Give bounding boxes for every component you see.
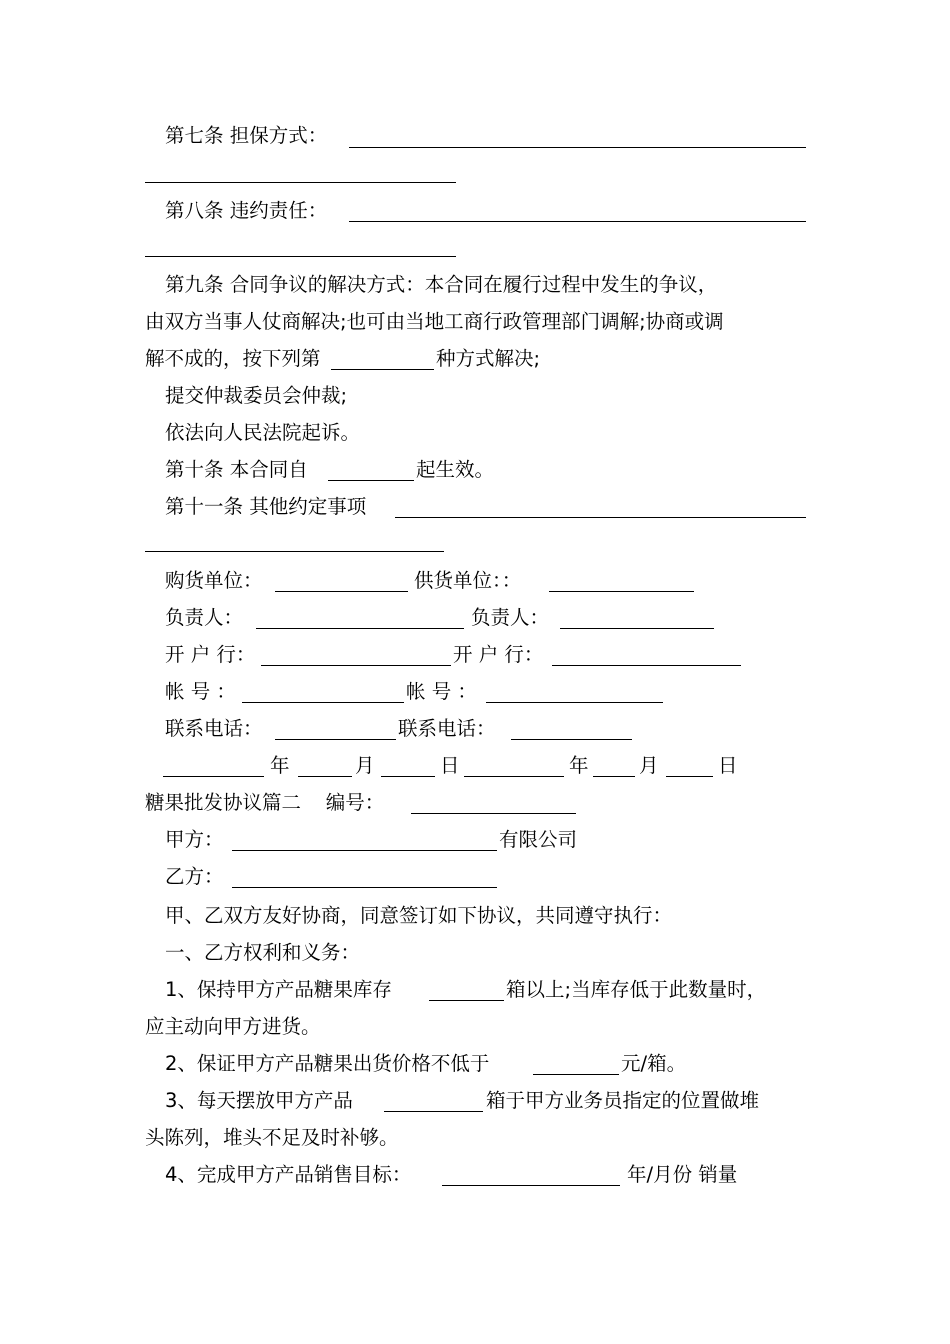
- buyer-day-label: 日: [440, 754, 460, 777]
- supplier-manager-blank: [560, 628, 714, 629]
- party-a-label: 甲方：: [165, 828, 224, 851]
- court-option: 依法向人民法院起诉。: [165, 421, 361, 444]
- supplier-bank-label: 开 户 行：: [453, 643, 544, 666]
- other-terms-blank-continued: [145, 551, 444, 552]
- article-10-label: 第十条 本合同自: [165, 458, 308, 481]
- article-9-line-3a: 解不成的，按下列第: [145, 347, 321, 370]
- supplier-month-label: 月: [639, 754, 659, 777]
- other-terms-blank: [395, 517, 806, 518]
- agreement-2-heading: 糖果批发协议篇二 编号：: [145, 791, 385, 814]
- supplier-day-label: 日: [718, 754, 738, 777]
- clause-3-part-b: 箱于甲方业务员指定的位置做堆: [486, 1089, 760, 1112]
- supplier-account-label: 帐 号 ：: [406, 680, 477, 703]
- supplier-phone-blank: [511, 739, 632, 740]
- article-11-label: 第十一条 其他约定事项: [165, 495, 367, 518]
- clause-2-part-b: 元/箱。: [621, 1052, 687, 1075]
- agreement-intro: 甲、乙双方友好协商，同意签订如下协议，共同遵守执行：: [165, 904, 673, 927]
- article-9-line-1: 第九条 合同争议的解决方式：本合同在履行过程中发生的争议，: [165, 273, 718, 296]
- article-9-line-3b: 种方式解决;: [436, 347, 541, 370]
- supplier-day-blank: [666, 776, 713, 777]
- clause-2-part-a: 2、保证甲方产品糖果出货价格不低于: [165, 1052, 490, 1075]
- party-b-label: 乙方：: [165, 865, 224, 888]
- party-a-blank: [232, 850, 497, 851]
- buyer-day-blank: [381, 776, 435, 777]
- clause-1-line-2: 应主动向甲方进货。: [145, 1015, 321, 1038]
- price-blank: [533, 1074, 619, 1075]
- buyer-year-blank: [163, 776, 264, 777]
- article-10-suffix: 起生效。: [416, 458, 495, 481]
- arbitration-option: 提交仲裁委员会仲裁;: [165, 384, 348, 407]
- guarantee-blank: [349, 147, 806, 148]
- article-7-label: 第七条 担保方式：: [165, 124, 328, 147]
- stock-quantity-blank: [429, 1000, 504, 1001]
- buyer-month-blank: [298, 776, 352, 777]
- party-b-blank: [232, 887, 497, 888]
- display-boxes-blank: [384, 1111, 483, 1112]
- sales-target-blank: [442, 1185, 620, 1186]
- buyer-year-label: 年: [270, 754, 290, 777]
- supplier-year-label: 年: [569, 754, 589, 777]
- clause-3-part-a: 3、每天摆放甲方产品: [165, 1089, 353, 1112]
- buyer-account-blank: [242, 702, 404, 703]
- buyer-label: 购货单位：: [165, 569, 263, 592]
- supplier-bank-blank: [552, 665, 741, 666]
- clause-3-line-2: 头陈列，堆头不足及时补够。: [145, 1126, 399, 1149]
- supplier-label: 供货单位：：: [414, 569, 522, 592]
- buyer-account-label: 帐 号 ：: [165, 680, 236, 703]
- clause-1-part-a: 1、保持甲方产品糖果库存: [165, 978, 392, 1001]
- supplier-month-blank: [593, 776, 635, 777]
- supplier-manager-label: 负责人：: [471, 606, 550, 629]
- article-8-label: 第八条 违约责任：: [165, 199, 328, 222]
- method-number-blank: [331, 369, 434, 370]
- buyer-blank: [275, 591, 408, 592]
- party-a-suffix: 有限公司: [499, 828, 578, 851]
- liability-blank-continued: [145, 256, 456, 257]
- clause-1-part-b: 箱以上;当库存低于此数量时，: [506, 978, 767, 1001]
- supplier-account-blank: [486, 702, 663, 703]
- buyer-manager-label: 负责人：: [165, 606, 244, 629]
- buyer-month-label: 月: [355, 754, 375, 777]
- buyer-phone-label: 联系电话：: [165, 717, 263, 740]
- clause-4-part-b: 年/月份 销量: [627, 1163, 738, 1186]
- buyer-manager-blank: [256, 628, 464, 629]
- buyer-bank-blank: [261, 665, 451, 666]
- supplier-year-blank: [464, 776, 564, 777]
- clause-4-part-a: 4、完成甲方产品销售目标：: [165, 1163, 412, 1186]
- buyer-bank-label: 开 户 行：: [165, 643, 256, 666]
- guarantee-blank-continued: [145, 182, 456, 183]
- liability-blank: [349, 221, 806, 222]
- agreement-number-blank: [411, 813, 576, 814]
- supplier-blank: [549, 591, 694, 592]
- article-9-line-2: 由双方当事人仗商解决;也可由当地工商行政管理部门调解;协商或调: [145, 310, 724, 333]
- section-1-heading: 一、乙方权利和义务：: [165, 941, 361, 964]
- supplier-phone-label: 联系电话：: [398, 717, 496, 740]
- effective-date-blank: [328, 480, 414, 481]
- buyer-phone-blank: [275, 739, 396, 740]
